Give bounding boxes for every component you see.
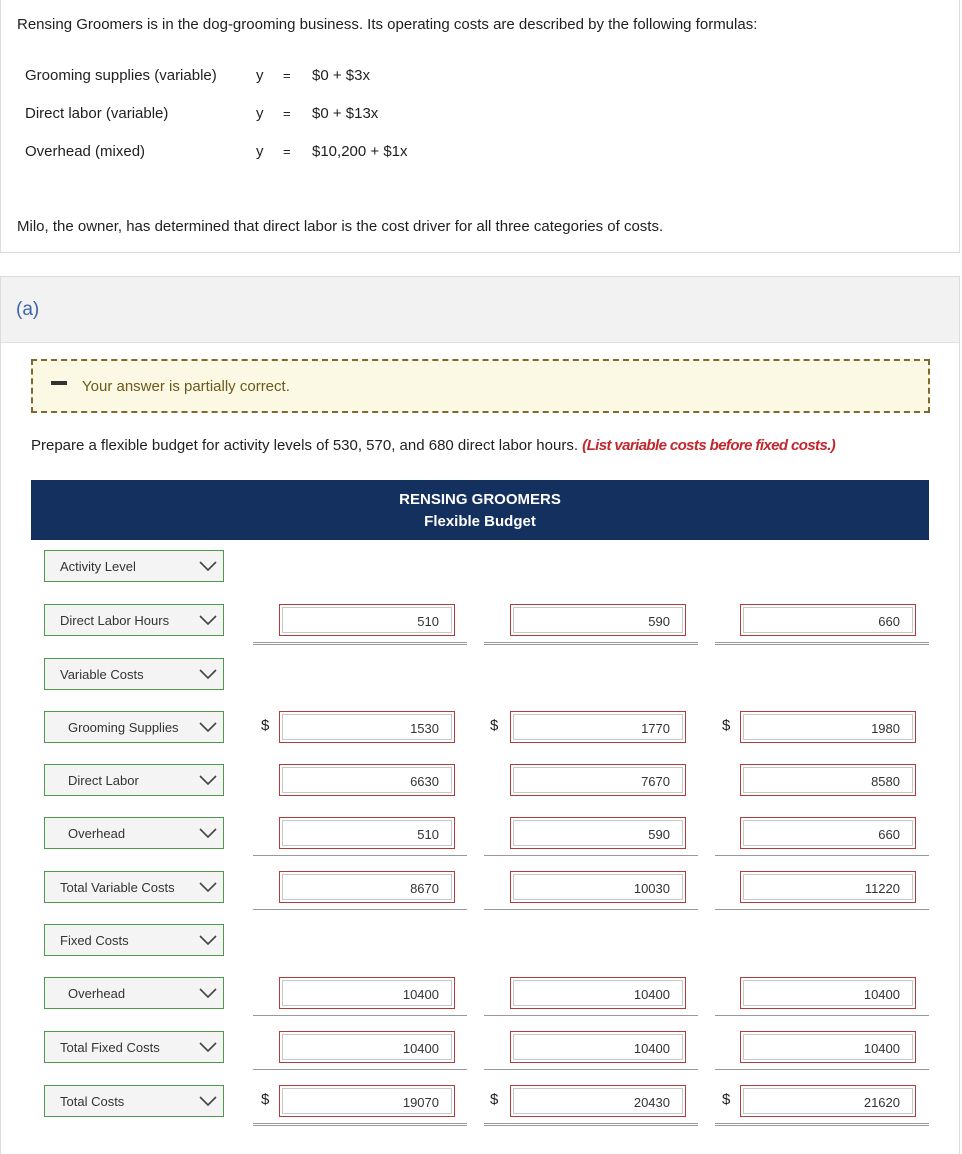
- amount-value: 6630: [282, 767, 452, 793]
- instruction-hint: (List variable costs before fixed costs.): [582, 437, 836, 454]
- underline: [484, 1015, 698, 1016]
- row-label-dropdown[interactable]: [44, 924, 224, 956]
- amount-input[interactable]: [279, 1085, 455, 1117]
- row-label-dropdown[interactable]: [44, 977, 224, 1009]
- chevron-down-icon: [198, 668, 218, 680]
- formula-equals: =: [283, 106, 291, 121]
- amount-input[interactable]: [740, 1031, 916, 1063]
- amount-value: 21620: [743, 1088, 913, 1114]
- table-row: [1, 711, 961, 743]
- dropdown-label: Direct Labor: [68, 773, 139, 788]
- amount-input[interactable]: [740, 1085, 916, 1117]
- amount-input[interactable]: [279, 711, 455, 743]
- amount-value: 510: [282, 607, 452, 633]
- partial-correct-icon: [51, 381, 67, 385]
- underline: [484, 855, 698, 856]
- row-label-dropdown[interactable]: [44, 764, 224, 796]
- amount-value: 10400: [743, 980, 913, 1006]
- double-underline: [484, 642, 698, 645]
- currency-symbol: $: [261, 1091, 270, 1108]
- amount-value: 10400: [513, 980, 683, 1006]
- chevron-down-icon: [198, 774, 218, 786]
- table-row: [1, 924, 961, 956]
- formula-equals: =: [283, 144, 291, 159]
- amount-input[interactable]: [510, 604, 686, 636]
- currency-symbol: $: [722, 1091, 731, 1108]
- amount-input[interactable]: [279, 604, 455, 636]
- formula-equals: =: [283, 68, 291, 83]
- currency-symbol: $: [490, 1091, 499, 1108]
- dropdown-label: Activity Level: [60, 559, 136, 574]
- table-row: [1, 764, 961, 796]
- amount-input[interactable]: [740, 977, 916, 1009]
- formula-y: y: [256, 67, 264, 84]
- cost-driver-note: Milo, the owner, has determined that direct labor is the cost driver for all three categories of costs.: [17, 218, 664, 235]
- table-title: Flexible Budget: [424, 513, 536, 530]
- amount-value: 10400: [513, 1034, 683, 1060]
- amount-input[interactable]: [740, 817, 916, 849]
- table-row: [1, 658, 961, 690]
- underline: [253, 855, 467, 856]
- amount-input[interactable]: [740, 764, 916, 796]
- amount-value: 8670: [282, 874, 452, 900]
- underline: [715, 1069, 929, 1070]
- chevron-down-icon: [198, 721, 218, 733]
- chevron-down-icon: [198, 560, 218, 572]
- dropdown-label: Overhead: [68, 986, 126, 1001]
- amount-input[interactable]: [279, 977, 455, 1009]
- chevron-down-icon: [198, 614, 218, 626]
- amount-value: 11220: [743, 874, 913, 900]
- table-row: [1, 604, 961, 636]
- instruction: [31, 437, 835, 454]
- table-row: [1, 1085, 961, 1117]
- amount-input[interactable]: [279, 1031, 455, 1063]
- dropdown-label: Total Costs: [60, 1094, 125, 1109]
- amount-input[interactable]: [740, 604, 916, 636]
- amount-value: 10400: [743, 1034, 913, 1060]
- formula-expression: $0 + $13x: [312, 105, 379, 122]
- amount-input[interactable]: [510, 1031, 686, 1063]
- dropdown-label: Grooming Supplies: [68, 720, 179, 735]
- currency-symbol: $: [261, 717, 270, 734]
- formula-y: y: [256, 105, 264, 122]
- chevron-down-icon: [198, 1041, 218, 1053]
- chevron-down-icon: [198, 1095, 218, 1107]
- dropdown-label: Total Variable Costs: [60, 880, 175, 895]
- instruction-text: Prepare a flexible budget for activity levels of 530, 570, and 680 direct labor hours.: [31, 437, 578, 454]
- dropdown-label: Fixed Costs: [60, 933, 129, 948]
- table-row: [1, 977, 961, 1009]
- part-label: (a): [16, 299, 40, 320]
- row-label-dropdown[interactable]: [44, 817, 224, 849]
- underline: [715, 855, 929, 856]
- dropdown-label: Overhead: [68, 826, 126, 841]
- amount-input[interactable]: [279, 817, 455, 849]
- chevron-down-icon: [198, 881, 218, 893]
- underline: [715, 1015, 929, 1016]
- amount-value: 590: [513, 607, 683, 633]
- amount-value: 590: [513, 820, 683, 846]
- amount-input[interactable]: [510, 711, 686, 743]
- dropdown-label: Direct Labor Hours: [60, 613, 170, 628]
- amount-input[interactable]: [279, 764, 455, 796]
- amount-value: 19070: [282, 1088, 452, 1114]
- underline: [253, 1015, 467, 1016]
- amount-input[interactable]: [510, 817, 686, 849]
- currency-symbol: $: [722, 717, 731, 734]
- amount-value: 1530: [282, 714, 452, 740]
- problem-panel: [0, 0, 960, 253]
- underline: [484, 1069, 698, 1070]
- amount-value: 8580: [743, 767, 913, 793]
- amount-input[interactable]: [510, 1085, 686, 1117]
- underline: [484, 909, 698, 910]
- amount-input[interactable]: [510, 871, 686, 903]
- row-label-dropdown[interactable]: [44, 550, 224, 582]
- double-underline: [484, 1123, 698, 1126]
- underline: [715, 909, 929, 910]
- amount-value: 10400: [282, 1034, 452, 1060]
- table-header: [31, 480, 929, 540]
- feedback-text: Your answer is partially correct.: [82, 378, 290, 395]
- double-underline: [253, 1123, 467, 1126]
- amount-value: 7670: [513, 767, 683, 793]
- underline: [253, 909, 467, 910]
- chevron-down-icon: [198, 987, 218, 999]
- formula-label: Overhead (mixed): [25, 143, 146, 160]
- part-a-panel: [0, 276, 960, 1154]
- amount-value: 20430: [513, 1088, 683, 1114]
- amount-value: 10030: [513, 874, 683, 900]
- formula-expression: $0 + $3x: [312, 67, 370, 84]
- row-label-dropdown[interactable]: [44, 1085, 224, 1117]
- amount-value: 660: [743, 607, 913, 633]
- double-underline: [253, 642, 467, 645]
- amount-value: 510: [282, 820, 452, 846]
- amount-input[interactable]: [279, 871, 455, 903]
- formula-y: y: [256, 143, 264, 160]
- double-underline: [715, 1123, 929, 1126]
- table-row: [1, 550, 961, 582]
- formula-label: Grooming supplies (variable): [25, 67, 217, 84]
- amount-value: 1980: [743, 714, 913, 740]
- formula-expression: $10,200 + $1x: [312, 143, 408, 160]
- amount-value: 660: [743, 820, 913, 846]
- amount-input[interactable]: [740, 871, 916, 903]
- feedback-box: [31, 359, 930, 413]
- amount-value: 1770: [513, 714, 683, 740]
- formula-label: Direct labor (variable): [25, 105, 169, 122]
- part-header: [1, 277, 959, 343]
- table-row: [1, 817, 961, 849]
- chevron-down-icon: [198, 934, 218, 946]
- amount-value: 10400: [282, 980, 452, 1006]
- amount-input[interactable]: [510, 764, 686, 796]
- table-row: [1, 1031, 961, 1063]
- underline: [253, 1069, 467, 1070]
- problem-intro: Rensing Groomers is in the dog-grooming business. Its operating costs are described by the following formulas:: [17, 16, 758, 33]
- row-label-dropdown[interactable]: [44, 658, 224, 690]
- row-label-dropdown[interactable]: [44, 871, 224, 903]
- chevron-down-icon: [198, 827, 218, 839]
- amount-input[interactable]: [510, 977, 686, 1009]
- double-underline: [715, 642, 929, 645]
- row-label-dropdown[interactable]: [44, 1031, 224, 1063]
- amount-input[interactable]: [740, 711, 916, 743]
- dropdown-label: Variable Costs: [60, 667, 144, 682]
- table-row: [1, 871, 961, 903]
- row-label-dropdown[interactable]: [44, 604, 224, 636]
- row-label-dropdown[interactable]: [44, 711, 224, 743]
- company-name: RENSING GROOMERS: [399, 491, 561, 508]
- dropdown-label: Total Fixed Costs: [60, 1040, 160, 1055]
- currency-symbol: $: [490, 717, 499, 734]
